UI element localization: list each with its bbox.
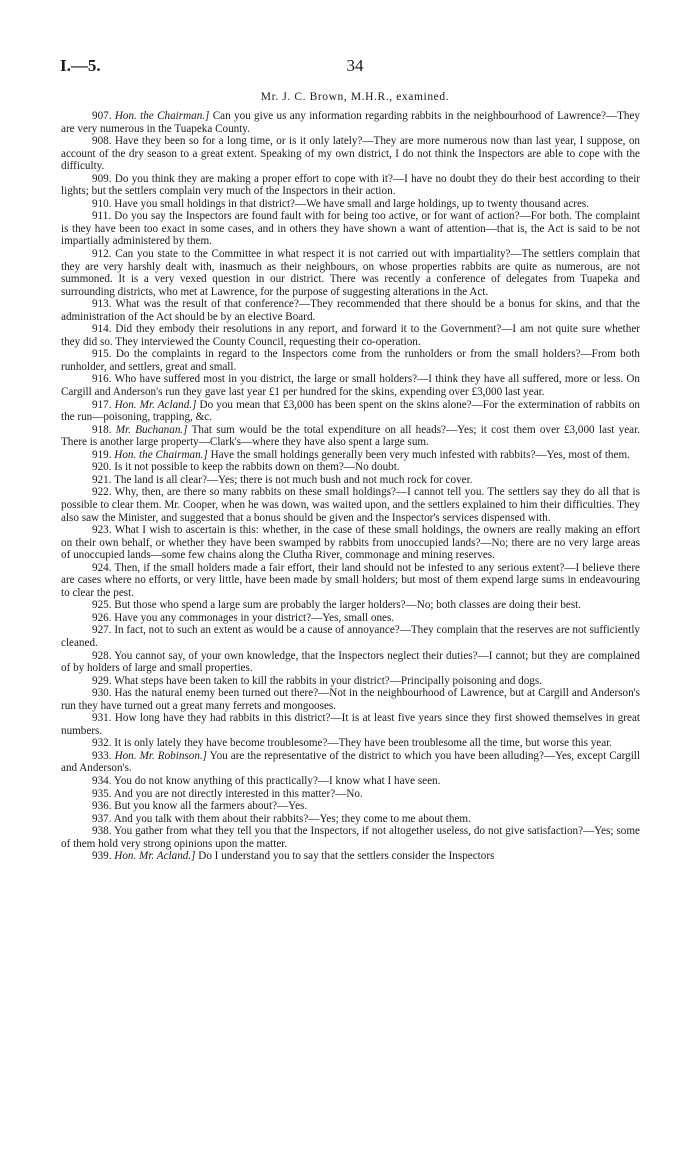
question-text: What I wish to ascertain is this: whether, in the case of these small holdings, the owners are really making an effort on their own behalf, or whether they have been swamped by rabbits from unoccupied lands?—No; there are no very large areas of unoccupied lands—some few chains along the Clutha River, commonage and mining reserves. [61, 524, 641, 562]
question-number: 914 [92, 323, 109, 336]
question-number: 928 [92, 649, 109, 662]
question-number: 917 [92, 398, 109, 411]
question-934: 934. You do not know anything of this practically?—I know what I have seen. [92, 774, 441, 787]
question-number: 921 [92, 473, 109, 486]
question-number: 909 [92, 172, 109, 185]
speaker-label: Hon. Mr. Acland.] [114, 850, 196, 863]
question-930: 930. Has the natural enemy been turned out there?—Not in the neighbourhood of Lawrence, but at Cargill and Anderson's run they have turned out a great many ferrets and mongooses. [61, 687, 640, 712]
question-text: How long have they had rabbits in this district?—It is at least five years since they first showed themselves in great numbers. [61, 712, 640, 737]
question-939: 939. Hon. Mr. Acland.] Do I understand you to say that the settlers consider the Inspectors [92, 850, 495, 863]
question-number: 908 [92, 135, 109, 148]
question-text: Have you any commonages in your district?—Yes, small ones. [114, 611, 395, 624]
question-number: 916 [92, 373, 109, 386]
question-text: Why, then, are there so many rabbits on these small holdings?—I cannot tell you. The settlers say they do all that is possible to clear them. Mr. Cooper, when he was down, was waited upon, and the settlers explained to him their difficulties. They also saw the Minister, and suggested that a bonus should be given and the Inspector's services dispensed with. [61, 486, 640, 524]
question-number: 930 [92, 687, 109, 700]
question-text: But you know all the farmers about?—Yes. [114, 800, 308, 813]
speaker-label: Mr. Buchanan.] [115, 423, 188, 436]
question-927: 927. In fact, not to such an extent as would be a cause of annoyance?—They complain that the reserves are not sufficiently cleaned. [61, 624, 640, 649]
question-text: You do not know anything of this practically?—I know what I have seen. [113, 774, 441, 787]
question-number: 927 [92, 624, 109, 637]
question-923: 923. What I wish to ascertain is this: whether, in the case of these small holdings, the owners are really making an effort on their own behalf, or whether they have been swamped by rabbits from unoccupied lands?—No; there are no very large areas of unoccupied lands—some few chains along the Clutha River, commonage and mining reserves. [61, 524, 641, 562]
question-918: 918. Mr. Buchanan.] That sum would be the total expenditure on all heads?—Yes; it cost them over £3,000 last year. There is another large property—Clark's—where they have also spent a large sum. [61, 423, 640, 449]
question-935: 935. And you are not directly interested in this matter?—No. [92, 787, 363, 800]
question-text: But those who spend a large sum are probably the larger holders?—No; both classes are doing their best. [114, 599, 582, 612]
speaker-label: Hon. the Chairman.] [114, 110, 210, 122]
question-text: The land is all clear?—Yes; there is not much bush and not much rock for cover. [114, 473, 473, 486]
question-text: Have you small holdings in that district?—We have small and large holdings, up to twenty thousand acres. [114, 197, 590, 210]
question-number: 925 [92, 599, 109, 612]
question-number: 907 [92, 110, 109, 122]
question-text: What steps have been taken to kill the rabbits in your district?—Principally poisoning and dogs. [114, 674, 542, 687]
question-number: 934 [92, 774, 109, 787]
question-913: 913. What was the result of that conference?—They recommended that there should be a bonus for skins, and that the administration of the Act should be by an elective Board. [61, 298, 640, 323]
page-number: 34 [346, 56, 364, 75]
question-text: Have the small holdings generally been very much infested with rabbits?—Yes, most of them. [210, 448, 630, 461]
question-number: 937 [92, 812, 109, 825]
question-911: 911. Do you say the Inspectors are found fault with for being too active, or for want of action?—For both. The complaint is they have been too exact in some cases, and in others they have shown a want of attention—that is, the Act is said to be not impartially administered by them. [61, 210, 640, 248]
question-number: 929 [92, 674, 109, 687]
question-text: Is it not possible to keep the rabbits down on them?—No doubt. [114, 461, 400, 474]
question-text: That sum would be the total expenditure on all heads?—Yes; it cost them over £3,000 last year. There is another large property—Clark's—where they have also spent a large sum. [61, 423, 640, 449]
question-936: 936. But you know all the farmers about?—Yes. [92, 800, 308, 813]
question-number: 912 [92, 248, 109, 261]
question-933: 933. Hon. Mr. Robinson.] You are the representative of the district to which you have been alluding?—Yes, except Cargill and Anderson's. [61, 749, 640, 775]
speaker-label: Hon. Mr. Robinson.] [114, 749, 208, 762]
question-number: 920 [92, 461, 109, 474]
question-text: Can you give us any information regarding rabbits in the neighbourhood of Lawrence?—They are very numerous in the Tuapeka County. [61, 110, 640, 135]
question-text: In fact, not to such an extent as would be a cause of annoyance?—They complain that the reserves are not sufficiently cleaned. [61, 624, 640, 649]
question-text: Do I understand you to say that the settlers consider the Inspectors [198, 850, 495, 863]
question-931: 931. How long have they had rabbits in this district?—It is at least five years since they first showed themselves in great numbers. [61, 712, 640, 737]
question-909: 909. Do you think they are making a proper effort to cope with it?—I have no doubt they do their best according to their lights; but the settlers complain very much of the Inspectors in their action. [61, 172, 640, 198]
question-928: 928. You cannot say, of your own knowledge, that the Inspectors neglect their duties?—I cannot; but they are complained of by holders of large and small properties. [61, 649, 640, 675]
speaker-label: Hon. the Chairman.] [114, 448, 208, 461]
question-907: 907. Hon. the Chairman.] Can you give us any information regarding rabbits in the neighbourhood of Lawrence?—They are very numerous in the Tuapeka County. [61, 110, 640, 135]
question-910: 910. Have you small holdings in that district?—We have small and large holdings, up to twenty thousand acres. [92, 197, 590, 210]
question-text: Have they been so for a long time, or is it only lately?—They are more numerous now than last year, I suppose, on account of the dry season to a great extent. Speaking of my own district, I do not think the Inspectors are able to cope with the difficulty. [61, 135, 640, 173]
question-929: 929. What steps have been taken to kill the rabbits in your district?—Principally poisoning and dogs. [92, 674, 542, 687]
question-text: You are the representative of the district to which you have been alluding?—Yes, except Cargill and Anderson's. [61, 749, 640, 775]
question-number: 939 [92, 850, 109, 863]
testimony-body [61, 110, 640, 863]
question-number: 931 [92, 712, 109, 725]
question-text: Did they embody their resolutions in any report, and forward it to the Government?—I am not quite sure whether they did so. They interviewed the County Council, requesting their co-operation. [61, 323, 640, 348]
question-number: 910 [92, 197, 109, 210]
question-920: 920. Is it not possible to keep the rabbits down on them?—No doubt. [92, 461, 400, 474]
question-908: 908. Have they been so for a long time, or is it only lately?—They are more numerous now than last year, I suppose, on account of the dry season to a great extent. Speaking of my own district, I do not think the Inspectors are able to cope with the difficulty. [61, 135, 640, 173]
question-925: 925. But those who spend a large sum are probably the larger holders?—No; both classes are doing their best. [92, 599, 582, 612]
question-912: 912. Can you state to the Committee in what respect it is not carried out with impartiality?—The settlers complain that they are very harshly dealt with, inasmuch as their neighbours, on whose properties rabbits are quite as numerous, are not summoned. It is a very vexed question in our district. There was recently a conference of delegates from Tuapeka and surrounding districts, who met at Lawrence, for the purpose of suggesting alterations in the Act. [61, 248, 640, 298]
question-937: 937. And you talk with them about their rabbits?—Yes; they come to me about them. [92, 812, 471, 825]
question-number: 922 [92, 486, 109, 499]
question-text: Can you state to the Committee in what respect it is not carried out with impartiality?—The settlers complain that they are very harshly dealt with, inasmuch as their neighbours, on whose properties rabbits are quite as numerous, are not summoned. It is a very vexed question in our district. There was recently a conference of delegates from Tuapeka and surrounding districts, who met at Lawrence, for the purpose of suggesting alterations in the Act. [61, 248, 640, 298]
document-reference: I.—5. [60, 56, 101, 75]
question-number: 915 [92, 348, 109, 361]
question-text: You cannot say, of your own knowledge, that the Inspectors neglect their duties?—I cannot; but they are complained of by holders of large and small properties. [61, 649, 640, 675]
question-number: 936 [92, 800, 109, 813]
question-number: 918 [92, 423, 109, 436]
page-header [60, 56, 650, 86]
question-text: It is only lately they have become troublesome?—They have been troublesome all the time, but worse this year. [114, 737, 613, 750]
question-text: And you are not directly interested in this matter?—No. [113, 787, 363, 800]
question-915: 915. Do the complaints in regard to the Inspectors come from the runholders or from the small holders?—From both runholder, and settlers, great and small. [61, 348, 640, 373]
question-text: Do you think they are making a proper effort to cope with it?—I have no doubt they do their best according to their lights; but the settlers complain very much of the Inspectors in their action. [61, 172, 640, 198]
question-text: Who have suffered most in you district, the large or small holders?—I think they have all suffered, more or less. On Cargill and Anderson's run they gave last year £1 per hundred for the skins, expending over £3,000 last year. [61, 373, 640, 399]
question-938: 938. You gather from what they tell you that the Inspectors, if not altogether useless, do not give satisfaction?—Yes; some of them hold very strong opinions upon the matter. [61, 825, 640, 850]
question-text: What was the result of that conference?—They recommended that there should be a bonus for skins, and that the administration of the Act should be by an elective Board. [61, 298, 640, 323]
question-number: 923 [92, 524, 109, 537]
question-text: Do you mean that £3,000 has been spent on the skins alone?—For the extermination of rabbits on the run—poisoning, trapping, &c. [61, 398, 640, 424]
question-number: 932 [92, 737, 109, 750]
question-number: 938 [92, 825, 109, 838]
question-number: 913 [92, 298, 109, 311]
question-text: Do you say the Inspectors are found fault with for being too active, or for want of action?—For both. The complaint is they have been too exact in some cases, and in others they have shown a want of attention—that is, the Act is said to be not impartially administered by them. [61, 210, 640, 248]
question-921: 921. The land is all clear?—Yes; there is not much bush and not much rock for cover. [92, 473, 473, 486]
question-924: 924. Then, if the small holders made a fair effort, their land should not be infested to any serious extent?—I believe there are cases where no efforts, or very little, have been made by small holders; but most of them expend large sums in endeavouring to clear the pest. [61, 561, 640, 599]
question-932: 932. It is only lately they have become troublesome?—They have been troublesome all the time, but worse this year. [92, 737, 613, 750]
question-919: 919. Hon. the Chairman.] Have the small holdings generally been very much infested with rabbits?—Yes, most of them. [92, 448, 630, 461]
question-number: 924 [92, 561, 109, 574]
question-number: 919 [92, 448, 109, 461]
question-922: 922. Why, then, are there so many rabbits on these small holdings?—I cannot tell you. The settlers say they do all that is possible to clear them. Mr. Cooper, when he was down, was waited upon, and the settlers explained to him their difficulties. They also saw the Minister, and suggested that a bonus should be given and the Inspector's services dispensed with. [61, 486, 640, 524]
question-number: 935 [92, 787, 109, 800]
question-926: 926. Have you any commonages in your district?—Yes, small ones. [92, 611, 395, 624]
question-917: 917. Hon. Mr. Acland.] Do you mean that £3,000 has been spent on the skins alone?—For the extermination of rabbits on the run—poisoning, trapping, &c. [61, 398, 640, 424]
question-text: And you talk with them about their rabbits?—Yes; they come to me about them. [113, 812, 471, 825]
question-916: 916. Who have suffered most in you district, the large or small holders?—I think they have all suffered, more or less. On Cargill and Anderson's run they gave last year £1 per hundred for the skins, expending over £3,000 last year. [61, 373, 640, 399]
question-text: Do the complaints in regard to the Inspectors come from the runholders or from the small holders?—From both runholder, and settlers, great and small. [61, 348, 640, 373]
question-number: 926 [92, 611, 109, 624]
witness-heading: Mr. J. C. Brown, M.H.R., examined. [260, 91, 450, 103]
question-text: Then, if the small holders made a fair effort, their land should not be infested to any serious extent?—I believe there are cases where no efforts, or very little, have been made by small holders; but most of them expend large sums in endeavouring to clear the pest. [61, 561, 640, 599]
question-number: 933 [92, 749, 109, 762]
question-number: 911 [92, 210, 109, 223]
question-text: You gather from what they tell you that the Inspectors, if not altogether useless, do not give satisfaction?—Yes; some of them hold very strong opinions upon the matter. [61, 825, 640, 850]
speaker-label: Hon. Mr. Acland.] [114, 398, 197, 411]
question-text: Has the natural enemy been turned out there?—Not in the neighbourhood of Lawrence, but at Cargill and Anderson's run they have turned out a great many ferrets and mongooses. [61, 687, 640, 712]
question-914: 914. Did they embody their resolutions in any report, and forward it to the Government?—I am not quite sure whether they did so. They interviewed the County Council, requesting their co-operation. [61, 323, 640, 348]
